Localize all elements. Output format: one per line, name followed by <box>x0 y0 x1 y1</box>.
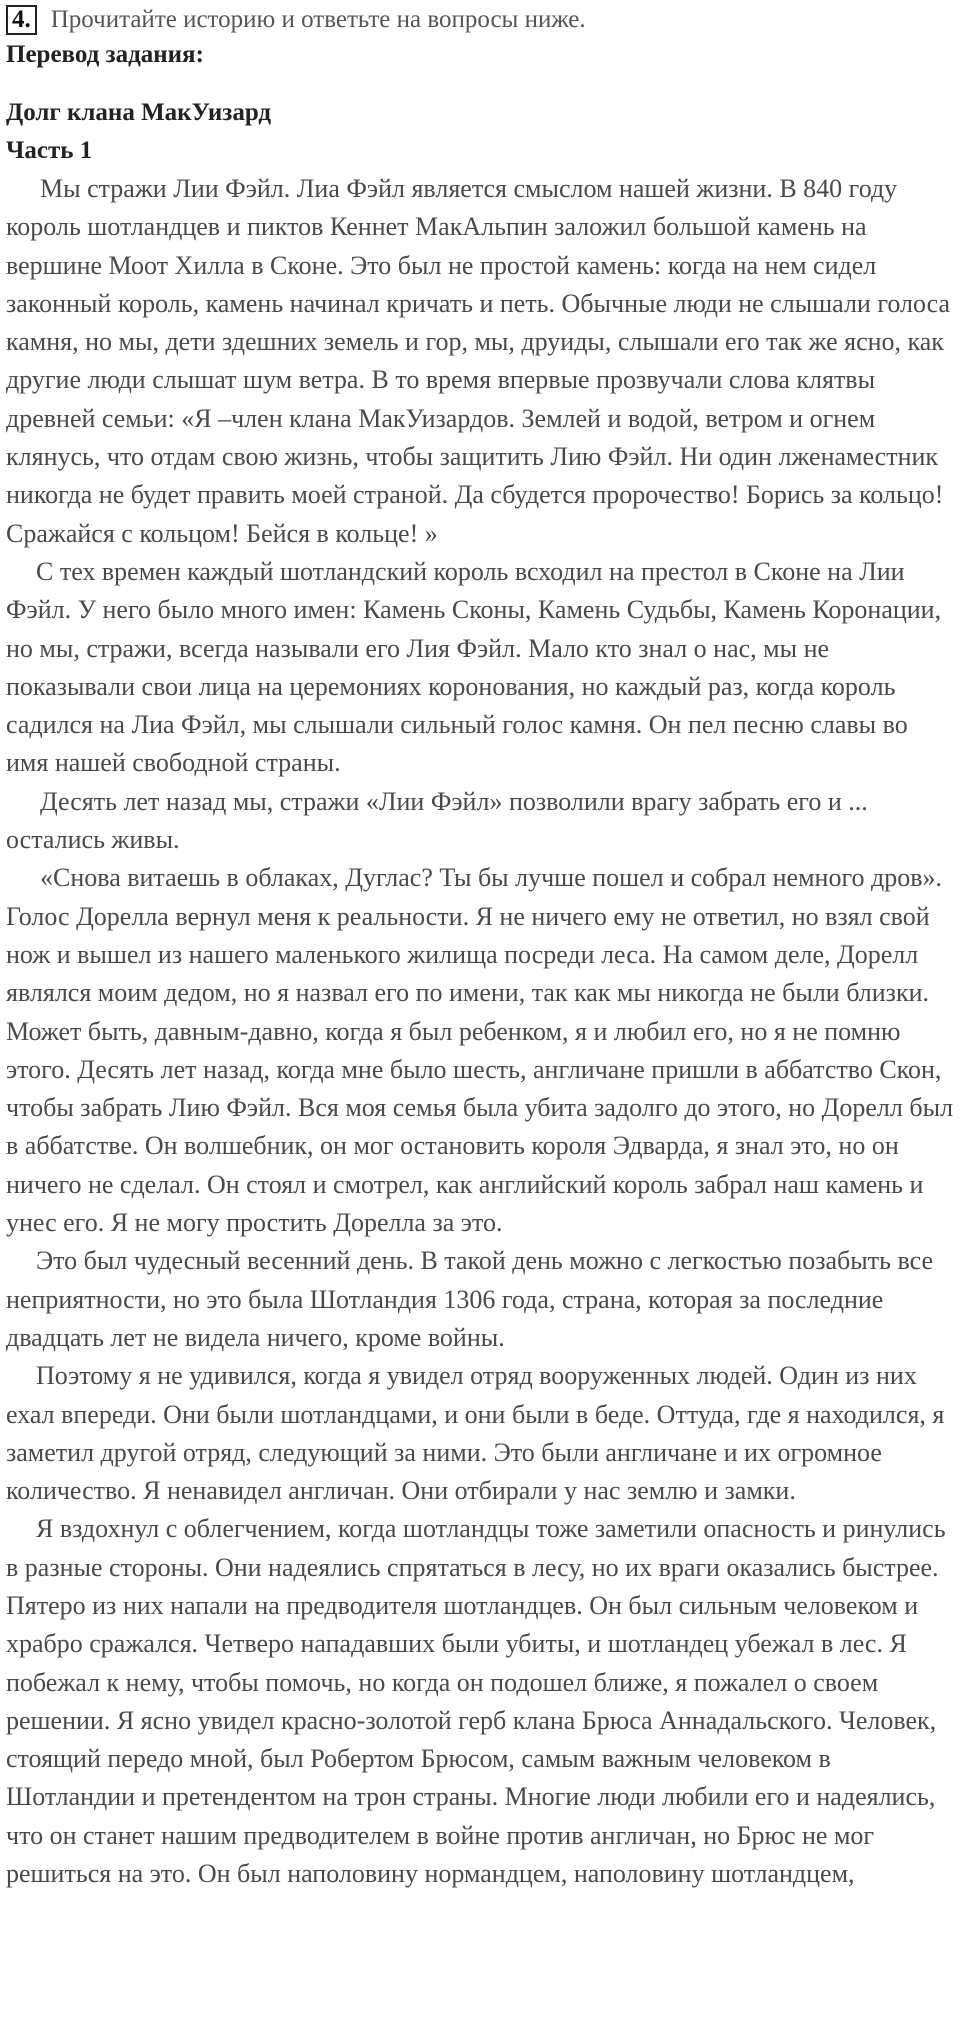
task-header <box>6 4 954 36</box>
story-part: Часть 1 <box>6 137 93 164</box>
story-paragraph: Десять лет назад мы, стражи «Лии Фэйл» позволили врагу забрать его и ... остались живы. <box>6 786 868 855</box>
task-instruction: Прочитайте историю и ответьте на вопросы ниже. <box>50 6 586 33</box>
story-paragraph: Поэтому я не удивился, когда я увидел отряд вооруженных людей. Один из них ехал впереди. Они были шотландцами, и они были в беде. Оттуда, где я находился, я заметил другой отряд, следующий за ними. Это были англичане и их огромное количество. Я ненавидел англичан. Они отбирали у нас землю и замки. <box>6 1361 945 1506</box>
story-paragraph: С тех времен каждый шотландский король всходил на престол в Сконе на Лии Фэйл. У него было много имен: Камень Сконы, Камень Судьбы, Камень Коронации, но мы, стражи, всегда называли его Лия Фэйл. Мало кто знал о нас, мы не показывали свои лица на церемониях коронования, но каждый раз, когда король садился на Лиа Фэйл, мы слышали сильный голос камня. Он пел песню славы во имя нашей свободной страны. <box>6 556 942 778</box>
spacer <box>6 74 954 94</box>
story-body <box>6 170 954 1893</box>
story-paragraph: «Снова витаешь в облаках, Дуглас? Ты бы лучше пошел и собрал немного дров». Голос Дорелла вернул меня к реальности. Я не ничего ему не ответил, но взял свой нож и вышел из нашего маленького жилища посреди леса. На самом деле, Дорелл являлся моим дедом, но я назвал его по имени, так как мы никогда не были близки. Может быть, давным-давно, когда я был ребенком, я и любил его, но я не помню этого. Десять лет назад, когда мне было шесть, англичане пришли в аббатство Скон, чтобы забрать Лию Фэйл. Вся моя семья была убита задолго до этого, но Дорелл был в аббатстве. Он волшебник, он мог остановить короля Эдварда, я знал это, но он ничего не сделал. Он стоял и смотрел, как английский король забрал наш камень и унес его. Я не могу простить Дорелла за это. <box>6 863 954 1238</box>
story-title: Долг клана МакУизард <box>6 99 272 126</box>
story-paragraph: Мы стражи Лии Фэйл. Лиа Фэйл является смыслом нашей жизни. В 840 году король шотландцев и пиктов Кеннет МакАльпин заложил большой камень на вершине Моот Хилла в Сконе. Это был не простой камень: когда на нем сидел законный король, камень начинал кричать и петь. Обычные люди не слышали голоса камня, но мы, дети здешних земель и гор, мы, друиды, слышали его так же ясно, как другие люди слышат шум ветра. В то время впервые прозвучали слова клятвы древней семьи: «Я –член клана МакУизардов. Землей и водой, ветром и огнем клянусь, что отдам свою жизнь, чтобы защитить Лию Фэйл. Ни один лженаместник никогда не будет править моей страной. Да сбудется пророчество! Борись за кольцо! Сражайся с кольцом! Бейся в кольце! » <box>6 174 951 548</box>
story-paragraph: Это был чудесный весенний день. В такой день можно с легкостью позабыть все неприятности, но это была Шотландия 1306 года, страна, которая за последние двадцать лет не видела ничего, кроме войны. <box>6 1246 933 1352</box>
translation-heading: Перевод задания: <box>6 41 204 68</box>
task-number-box: 4. <box>6 5 37 35</box>
story-paragraph: Я вздохнул с облегчением, когда шотландцы тоже заметили опасность и ринулись в разные стороны. Они надеялись спрятаться в лесу, но их враги оказались быстрее. Пятеро из них напали на предводителя шотландцев. Он был сильным человеком и храбро сражался. Четверо нападавших были убиты, и шотландец убежал в лес. Я побежал к нему, чтобы помочь, но когда он подошел ближе, я пожалел о своем решении. Я ясно увидел красно-золотой герб клана Брюса Аннадальского. Человек, стоящий передо мной, был Робертом Брюсом, самым важным человеком в Шотландии и претендентом на трон страны. Многие люди любили его и надеялись, что он станет нашим предводителем в войне против англичан, но Брюс не мог решиться на это. Он был наполовину нормандцем, наполовину шотландцем, <box>6 1514 946 1889</box>
